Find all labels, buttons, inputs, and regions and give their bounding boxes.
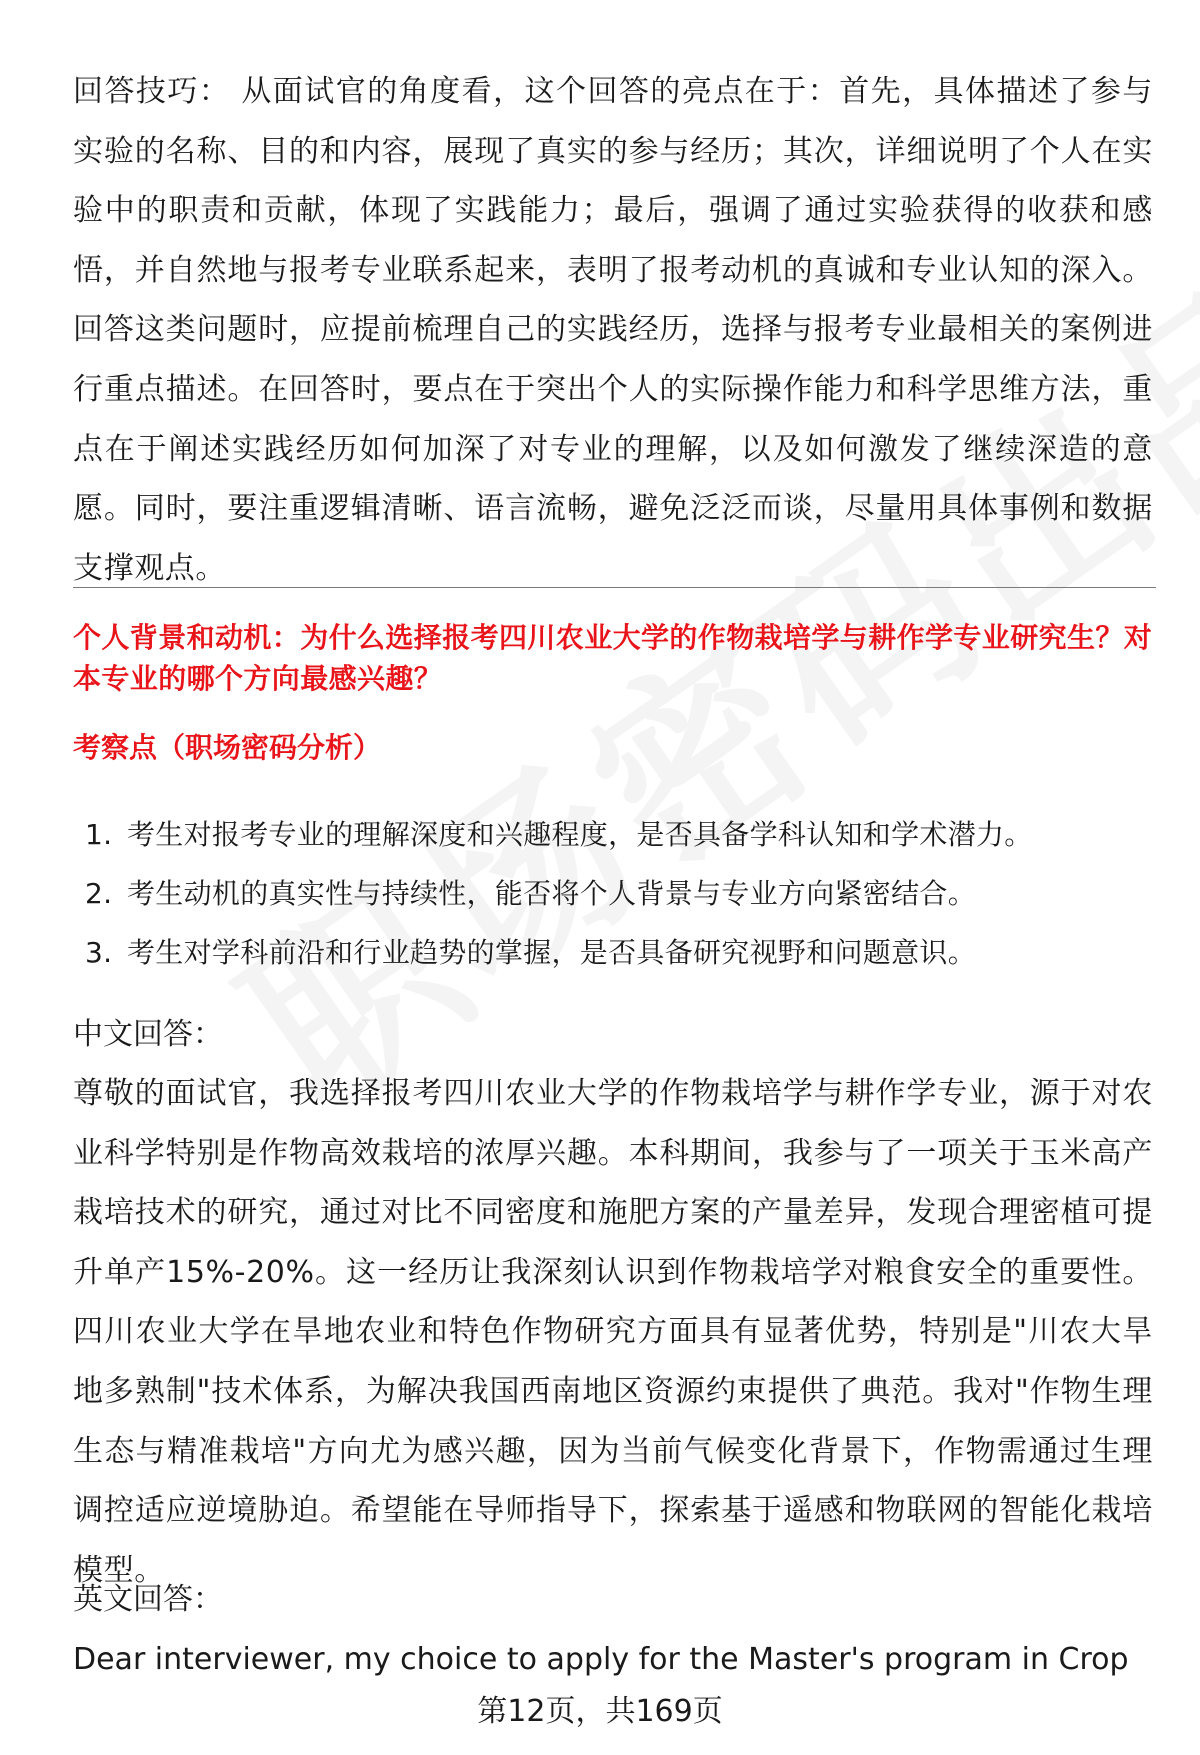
list-item-number: 1. — [85, 818, 113, 851]
list-item-number: 2. — [85, 877, 113, 910]
tip-section — [73, 62, 1153, 598]
page-number: 第12页，共169页 — [477, 1694, 723, 1729]
chinese-answer-paragraph: 尊敬的面试官，我选择报考四川农业大学的作物栽培学与耕作学专业，源于对农业科学特别是作物高效栽培的浓厚兴趣。本科期间，我参与了一项关于玉米高产栽培技术的研究，通过对比不同密度和施肥方案的产量差异，发现合理密植可提升单产15%-20%。这一经历让我深刻认识到作物栽培学对粮食安全的重要性。四川农业大学在旱地农业和特色作物研究方面具有显著优势，特别是"川农大旱地多熟制"技术体系，为解决我国西南地区资源约束提供了典范。我对"作物生理生态与精准栽培"方向尤为感兴趣，因为当前气候变化背景下，作物需通过生理调控适应逆境胁迫。希望能在导师指导下，探索基于遥感和物联网的智能化栽培模型。 — [73, 1076, 1153, 1588]
list-item — [85, 923, 1033, 982]
section-divider — [73, 587, 1156, 588]
list-item-text: 考生动机的真实性与持续性，能否将个人背景与专业方向紧密结合。 — [127, 877, 977, 910]
list-item — [85, 864, 1033, 923]
answer-tip-paragraph: 回答技巧： 从面试官的角度看，这个回答的亮点在于：首先，具体描述了参与实验的名称、目的和内容，展现了真实的参与经历；其次，详细说明了个人在实验中的职责和贡献，体现了实践能力；最后，强调了通过实验获得的收获和感悟，并自然地与报考专业联系起来，表明了报考动机的真诚和专业认知的深入。回答这类问题时，应提前梳理自己的实践经历，选择与报考专业最相关的案例进行重点描述。在回答时，要点在于突出个人的实际操作能力和科学思维方法，重点在于阐述实践经历如何加深了对专业的理解，以及如何激发了继续深造的意愿。同时，要注重逻辑清晰、语言流畅，避免泛泛而谈，尽量用具体事例和数据支撑观点。 — [73, 74, 1153, 586]
list-item-number: 3. — [85, 936, 113, 969]
list-item-text: 考生对学科前沿和行业趋势的掌握，是否具备研究视野和问题意识。 — [127, 936, 977, 969]
assessment-points-list — [85, 805, 1033, 982]
english-answer-paragraph: Dear interviewer, my choice to apply for the Master's program in Crop — [73, 1642, 1129, 1677]
list-item — [85, 805, 1033, 864]
chinese-answer-label: 中文回答： — [73, 1017, 223, 1052]
list-item-text: 考生对报考专业的理解深度和兴趣程度，是否具备学科认知和学术潜力。 — [127, 818, 1033, 851]
english-answer-label: 英文回答： — [73, 1582, 223, 1617]
chinese-answer-section — [73, 1064, 1153, 1600]
assessment-points-heading: 考察点（职场密码分析） — [73, 731, 382, 764]
question-title: 个人背景和动机：为什么选择报考四川农业大学的作物栽培学与耕作学专业研究生？对本专业的哪个方向最感兴趣？ — [73, 621, 1153, 695]
